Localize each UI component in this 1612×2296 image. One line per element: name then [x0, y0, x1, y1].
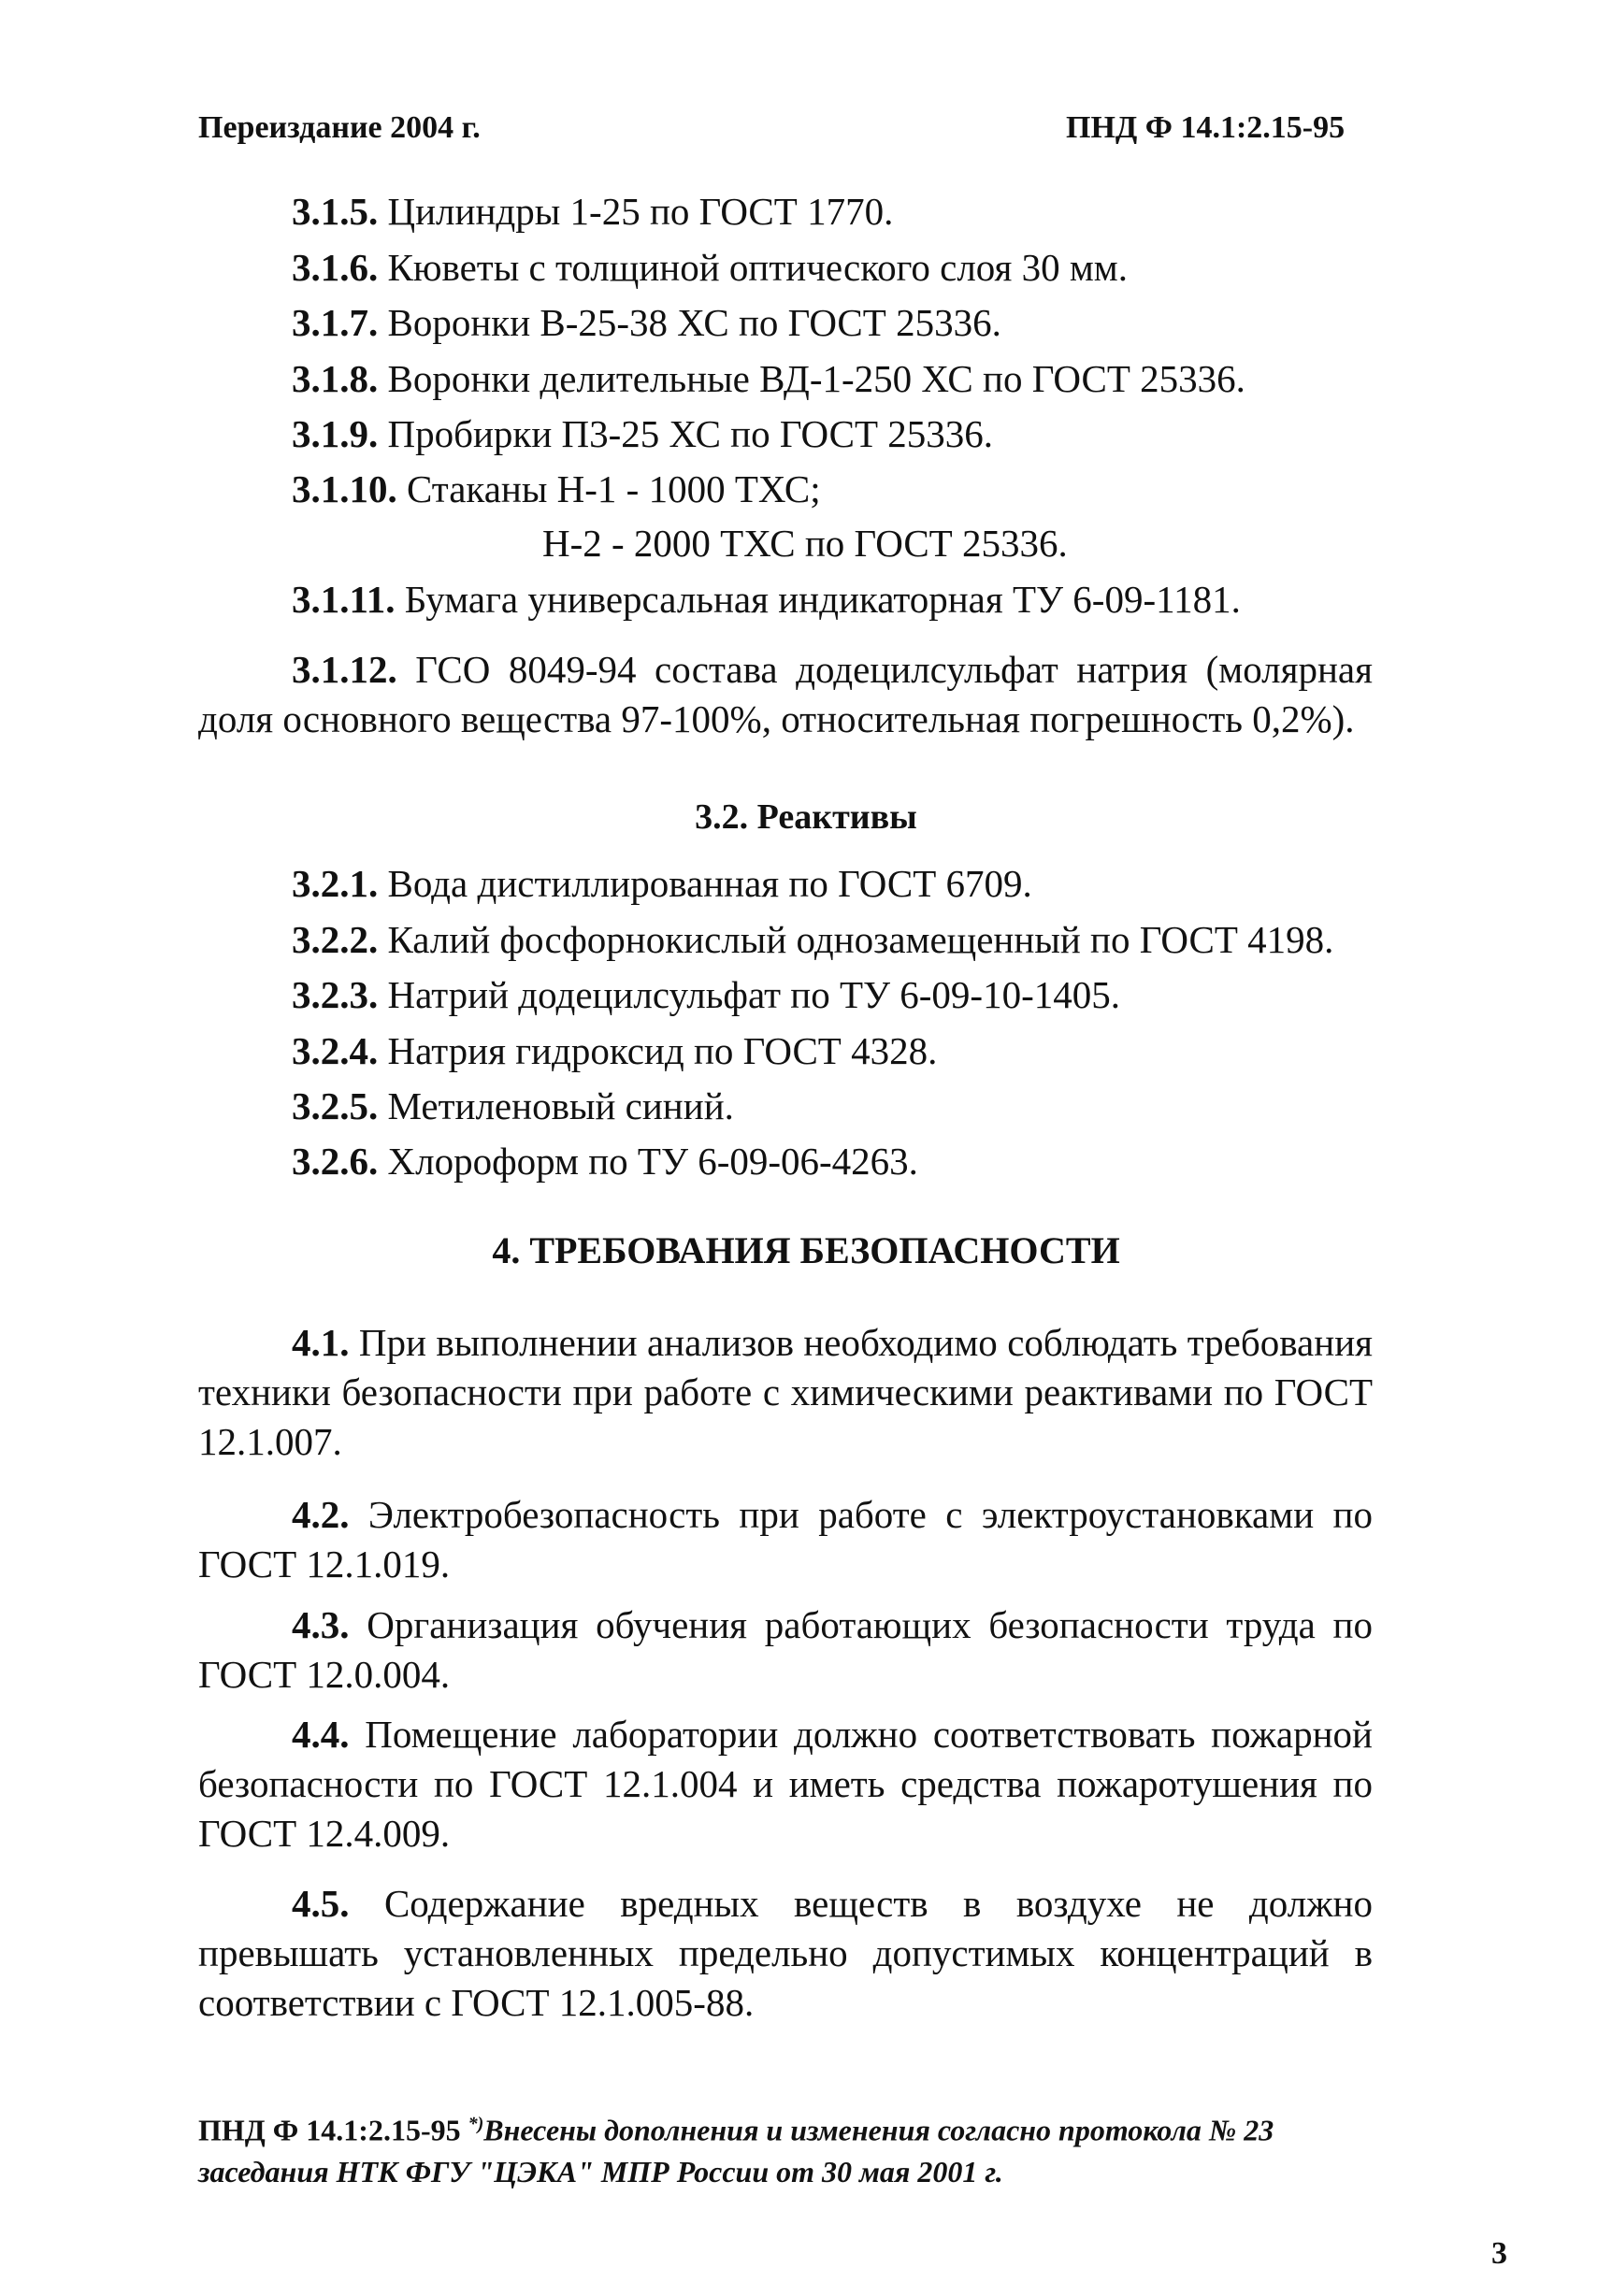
item-text: ГСО 8049-94 состава додецилсульфат натрия (молярная доля основного вещества 97-100%, относительная погрешность 0,2%). — [198, 648, 1373, 740]
footnote-mark: *) — [468, 2114, 484, 2134]
list-item — [292, 301, 1001, 344]
item-text: Организация обучения работающих безопасности труда по ГОСТ 12.0.004. — [198, 1603, 1373, 1696]
paragraph-4-3 — [198, 1600, 1373, 1700]
item-text: Бумага универсальная индикаторная ТУ 6-09-1181. — [395, 578, 1241, 621]
item-text: Помещение лаборатории должно соответствовать пожарной безопасности по ГОСТ 12.1.004 и иметь средства пожаротушения по ГОСТ 12.4.009. — [198, 1713, 1373, 1855]
section-title-safety: 4. ТРЕБОВАНИЯ БЕЗОПАСНОСТИ — [492, 1229, 1120, 1271]
header-document-code: ПНД Ф 14.1:2.15-95 — [1066, 110, 1346, 145]
item-number: 4.4. — [292, 1713, 350, 1756]
item-text: При выполнении анализов необходимо соблюдать требования техники безопасности при работе с химическими реактивами по ГОСТ 12.1.007. — [198, 1321, 1373, 1463]
item-number: 3.1.8. — [292, 357, 379, 400]
list-item — [292, 1142, 918, 1181]
item-number: 4.1. — [292, 1321, 350, 1364]
list-item — [292, 357, 1245, 400]
item-number: 3.1.6. — [292, 246, 379, 289]
item-text: Хлороформ по ТУ 6-09-06-4263. — [378, 1140, 918, 1183]
item-text: Содержание вредных веществ в воздухе не должно превышать установленных предельно допустимых концентраций в соответствии с ГОСТ 12.1.005-88. — [198, 1882, 1373, 2024]
section-title-reagents: 3.2. Реактивы — [695, 797, 917, 837]
item-number: 3.2.3. — [292, 973, 379, 1016]
item-text: Метиленовый синий. — [378, 1084, 734, 1127]
item-text: Пробирки П3-25 ХС по ГОСТ 25336. — [378, 412, 994, 455]
list-item — [292, 973, 1120, 1016]
list-item — [292, 918, 1334, 961]
page-number: 3 — [1491, 2236, 1507, 2271]
item-number: 4.2. — [292, 1493, 350, 1536]
list-item — [292, 862, 1032, 905]
footnote — [198, 2103, 1378, 2192]
item-number: 3.2.5. — [292, 1084, 379, 1127]
list-item-continuation — [542, 524, 1068, 563]
item-number: 3.2.1. — [292, 862, 379, 905]
item-text: Вода дистиллированная по ГОСТ 6709. — [378, 862, 1032, 905]
footnote-text: Внесены дополнения и изменения согласно протокола № 23 заседания НТК ФГУ "ЦЭКА" МПР России от 30 мая 2001 г. — [198, 2113, 1274, 2188]
item-number: 3.1.10. — [292, 467, 397, 510]
item-text: Калий фосфорнокислый однозамещенный по ГОСТ 4198. — [378, 918, 1334, 961]
item-text: Н-2 - 2000 ТХС по ГОСТ 25336. — [542, 522, 1068, 565]
item-number: 3.2.4. — [292, 1029, 379, 1072]
item-number: 3.1.7. — [292, 301, 379, 344]
item-number: 3.2.6. — [292, 1140, 379, 1183]
item-number: 3.1.9. — [292, 412, 379, 455]
paragraph-4-1 — [198, 1318, 1373, 1467]
header-reissue: Переиздание 2004 г. — [198, 110, 481, 145]
paragraph-4-2 — [198, 1490, 1373, 1589]
item-number: 4.5. — [292, 1882, 350, 1925]
item-text: Воронки В-25-38 ХС по ГОСТ 25336. — [378, 301, 1001, 344]
list-item — [292, 467, 821, 510]
item-number: 3.2.2. — [292, 918, 379, 961]
paragraph-3-1-12 — [198, 645, 1373, 744]
item-number: 3.1.11. — [292, 578, 396, 621]
item-text: Кюветы с толщиной оптического слоя 30 мм. — [378, 246, 1128, 289]
item-number: 3.1.5. — [292, 190, 379, 233]
list-item — [292, 1084, 734, 1127]
item-text: Натрия гидроксид по ГОСТ 4328. — [378, 1029, 938, 1072]
footnote-document-code: ПНД Ф 14.1:2.15-95 — [198, 2113, 461, 2147]
item-text: Стаканы Н-1 - 1000 ТХС; — [396, 467, 821, 510]
list-item — [292, 246, 1128, 289]
item-text: Натрий додецилсульфат по ТУ 6-09-10-1405. — [378, 973, 1120, 1016]
item-number: 4.3. — [292, 1603, 350, 1646]
list-item — [292, 412, 994, 455]
paragraph-4-5 — [198, 1879, 1373, 2028]
list-item — [292, 578, 1241, 621]
paragraph-4-4 — [198, 1710, 1373, 1858]
list-item — [292, 190, 894, 233]
item-number: 3.1.12. — [292, 648, 397, 691]
item-text: Воронки делительные ВД-1-250 ХС по ГОСТ 25336. — [378, 357, 1245, 400]
list-item — [292, 1029, 938, 1072]
item-text: Электробезопасность при работе с электроустановками по ГОСТ 12.1.019. — [198, 1493, 1373, 1586]
item-text: Цилиндры 1-25 по ГОСТ 1770. — [378, 190, 894, 233]
